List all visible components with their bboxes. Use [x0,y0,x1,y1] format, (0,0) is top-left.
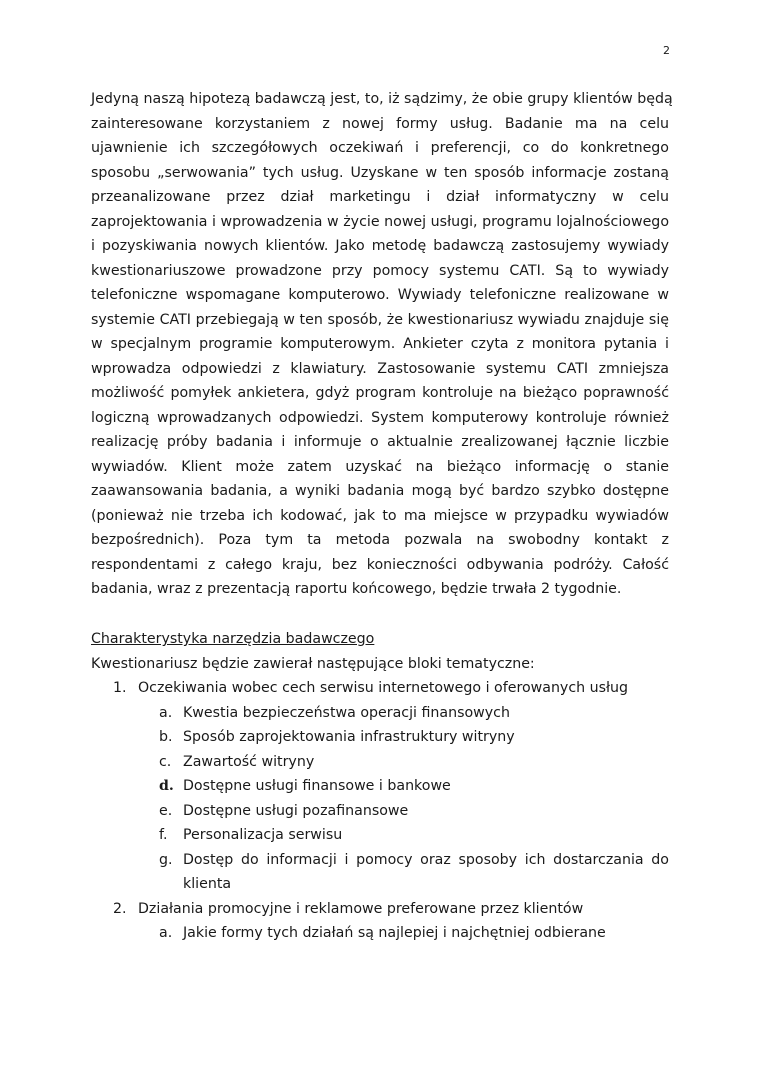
list-item-text: Działania promocyjne i reklamowe preferowane przez klientów [138,900,584,917]
list-item-text: Dostępne usługi pozafinansowe [183,802,409,819]
list-marker: g. [159,851,173,868]
research-tool-section [91,627,669,946]
paragraph-line: wywiadów. Klient może zatem uzyskać na bieżąco informację o stanie [91,458,669,475]
list-item-text: Zawartość witryny [183,753,315,770]
paragraph-line: realizację próby badania i informuje o aktualnie zrealizowanej łącznie liczbie [91,434,669,450]
sub-list-item [91,725,669,750]
paragraph-line: systemie CATI przebiegają w ten sposób, że kwestionariusz wywiadu znajduje się [91,311,669,328]
list-item-text: klienta [183,876,232,892]
list-item-text: Dostępne usługi finansowe i bankowe [183,778,451,794]
sub-list-item [91,799,669,824]
list-marker: 2. [113,900,127,917]
intro-paragraph [91,87,673,602]
section-heading: Charakterystyka narzędzia badawczego [91,631,375,647]
paragraph-line: telefoniczne wspomagane komputerowo. Wywiady telefoniczne realizowane w [91,287,669,303]
paragraph-line: (ponieważ nie trzeba ich kodować, jak to ma miejsce w przypadku wywiadów [91,507,669,524]
paragraph-line: przeanalizowane przez dział marketingu i dział informatyczny w celu [91,189,669,205]
sub-list-item [91,848,669,873]
sub-list-item [91,701,669,726]
paragraph-line: respondentami z całego kraju, bez konieczności odbywania podróży. Całość [91,556,669,573]
page-number: 2 [663,44,670,57]
sub-list-item [91,921,669,946]
list-marker: e. [159,802,173,819]
list-item-text: Dostęp do informacji i pomocy oraz sposoby ich dostarczania do [183,851,669,868]
list-item-text: Jakie formy tych działań są najlepiej i najchętniej odbierane [183,925,606,941]
paragraph-line: sposobu „serwowania” tych usług. Uzyskane w ten sposób informacje zostaną [91,164,669,181]
paragraph-line: bezpośrednich). Poza tym ta metoda pozwala na swobodny kontakt z [91,532,669,548]
list-marker: c. [159,753,172,770]
paragraph-line: możliwość pomyłek ankietera, gdyż program kontroluje na bieżąco poprawność [91,385,669,401]
list-item-text: Oczekiwania wobec cech serwisu internetowego i oferowanych usług [138,680,629,696]
paragraph-line: Jedyną naszą hipotezą badawczą jest, to, iż sądzimy, że obie grupy klientów będą [91,91,673,107]
list-item-text: Kwestia bezpieczeństwa operacji finansowych [183,704,510,721]
sub-list-item [91,823,669,848]
list-marker: a. [159,925,173,941]
paragraph-line: zainteresowane korzystaniem z nowej formy usług. Badanie ma na celu [91,115,669,132]
paragraph-line: i pozyskiwania nowych klientów. Jako metodę badawczą zastosujemy wywiady [91,238,669,254]
list-item-text: Sposób zaprojektowania infrastruktury witryny [183,729,515,745]
paragraph-line: badania, wraz z prezentacją raportu końcowego, będzie trwała 2 tygodnie. [91,581,622,597]
paragraph-line: w specjalnym programie komputerowym. Ankieter czyta z monitora pytania i [91,336,669,352]
list-marker: d. [159,778,174,794]
sub-list-item [91,750,669,775]
list-item-text: Personalizacja serwisu [183,827,343,843]
sub-list-item-continuation [91,872,669,897]
list-marker: a. [159,704,173,721]
list-marker: 1. [113,680,127,696]
list-marker: f. [159,827,168,843]
list-item-block-2 [91,897,669,922]
list-marker: b. [159,729,173,745]
paragraph-line: wprowadza odpowiedzi z klawiatury. Zastosowanie systemu CATI zmniejsza [91,360,669,377]
section-intro: Kwestionariusz będzie zawierał następujące bloki tematyczne: [91,655,535,672]
list-item-block-1 [91,676,669,701]
paragraph-line: logiczną wprowadzanych odpowiedzi. System komputerowy kontroluje również [91,409,669,426]
sub-list-item [91,774,669,799]
paragraph-line: zaprojektowania i wprowadzenia w życie nowej usługi, programu lojalnościowego [91,213,669,230]
paragraph-line: ujawnienie ich szczegółowych oczekiwań i preferencji, co do konkretnego [91,140,669,156]
paragraph-line: zaawansowania badania, a wyniki badania mogą być bardzo szybko dostępne [91,483,669,499]
paragraph-line: kwestionariuszowe prowadzone przy pomocy systemu CATI. Są to wywiady [91,262,669,279]
